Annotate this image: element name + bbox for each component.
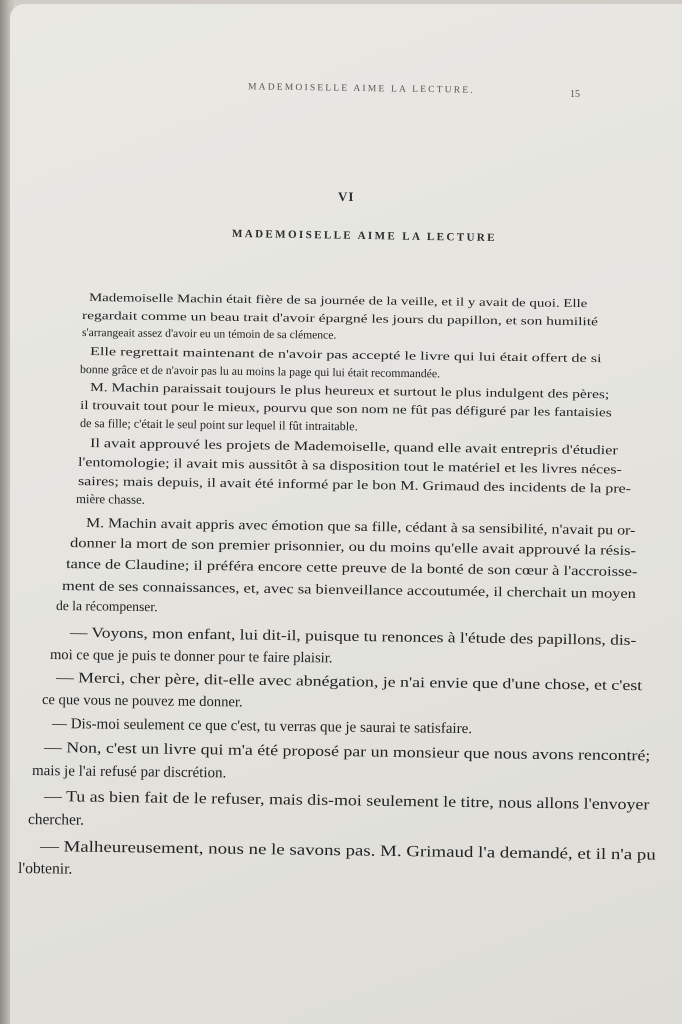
- text-line: — Malheureusement, nous ne le savons pas. M. Grimaud l'a demandé, et il n'a pu: [39, 838, 656, 864]
- text-line: ment de ses connaissances, et, avec sa bienveillance accoutumée, il cherchait un moyen: [61, 578, 637, 602]
- text-line: l'obtenir.: [17, 860, 73, 878]
- chapter-title: MADEMOISELLE AIME LA LECTURE: [231, 227, 498, 245]
- text-line: de la récompenser.: [55, 598, 158, 615]
- text-line: chercher.: [27, 811, 85, 829]
- text-line: M. Machin avait appris avec émotion que sa fille, cédant à sa sensibilité, n'avait pu or-: [85, 515, 636, 538]
- text-line: M. Machin paraissait toujours le plus heureux et surtout le plus indulgent des pères;: [89, 380, 610, 402]
- text-line: Mademoiselle Machin était fière de sa journée de la veille, et il y avait de quoi. Elle: [88, 291, 588, 311]
- text-line: l'entomologie; il avait mis aussitôt à sa disposition tout le matériel et les livres néces-: [77, 455, 622, 477]
- text-line: tance de Claudine; il préféra encore cette preuve de la bonté de son cœur à l'accroisse-: [65, 556, 638, 579]
- text-line: ce que vous ne pouvez me donner.: [41, 692, 243, 711]
- text-line: — Dis-moi seulement ce que c'est, tu verras que je saurai te satisfaire.: [51, 716, 473, 738]
- text-line: donner la mort de son premier prisonnier, ou du moins qu'elle avait approuvé la résis-: [69, 535, 637, 558]
- text-line: regardait comme un beau trait d'avoir épargné les jours du papillon, et son humilité: [81, 309, 599, 329]
- page-number: 15: [570, 89, 580, 100]
- text-line: — Voyons, mon enfant, lui dit-il, puisque tu renonces à l'étude des papillons, dis-: [69, 625, 637, 649]
- text-line: — Tu as bien fait de le refuser, mais dis-moi seulement le titre, nous allons l'envoyer: [43, 788, 650, 814]
- text-line: mière chasse.: [75, 492, 146, 507]
- text-line: saires; mais depuis, il avait été informé par le bon M. Grimaud des incidents de la pre-: [77, 474, 632, 496]
- text-line: mais je l'ai refusé par discrétion.: [31, 763, 227, 782]
- text-line: Il avait approuvé les projets de Mademoiselle, quand elle avait entrepris d'étudier: [89, 436, 618, 458]
- text-line: Elle regrettait maintenant de n'avoir pas accepté le livre qui lui était offert de si: [89, 344, 602, 366]
- text-line: moi ce que je puis te donner pour te faire plaisir.: [49, 647, 333, 667]
- text-line: bonne grâce et de n'avoir pas lu au moins la page qui lui était recommandée.: [79, 362, 441, 381]
- text-line: — Non, c'est un livre qui m'a été proposé par un monsieur que nous avons rencontré;: [43, 740, 651, 765]
- text-line: — Merci, cher père, dit-elle avec abnégation, je n'ai envie que d'une chose, et c'est: [55, 670, 643, 695]
- text-line: il trouvait tout pour le mieux, pourvu que son nom ne fût pas défiguré par les fantaisies: [79, 398, 612, 420]
- book-page: [10, 4, 682, 1024]
- running-header: MADEMOISELLE AIME LA LECTURE.: [247, 82, 475, 96]
- chapter-number: VI: [338, 189, 355, 204]
- text-line: de sa fille; c'était le seul point sur lequel il fût intraitable.: [79, 416, 358, 434]
- text-line: s'arrangeait assez d'avoir eu un témoin de sa clémence.: [81, 326, 337, 342]
- chapter-body: [10, 4, 682, 1024]
